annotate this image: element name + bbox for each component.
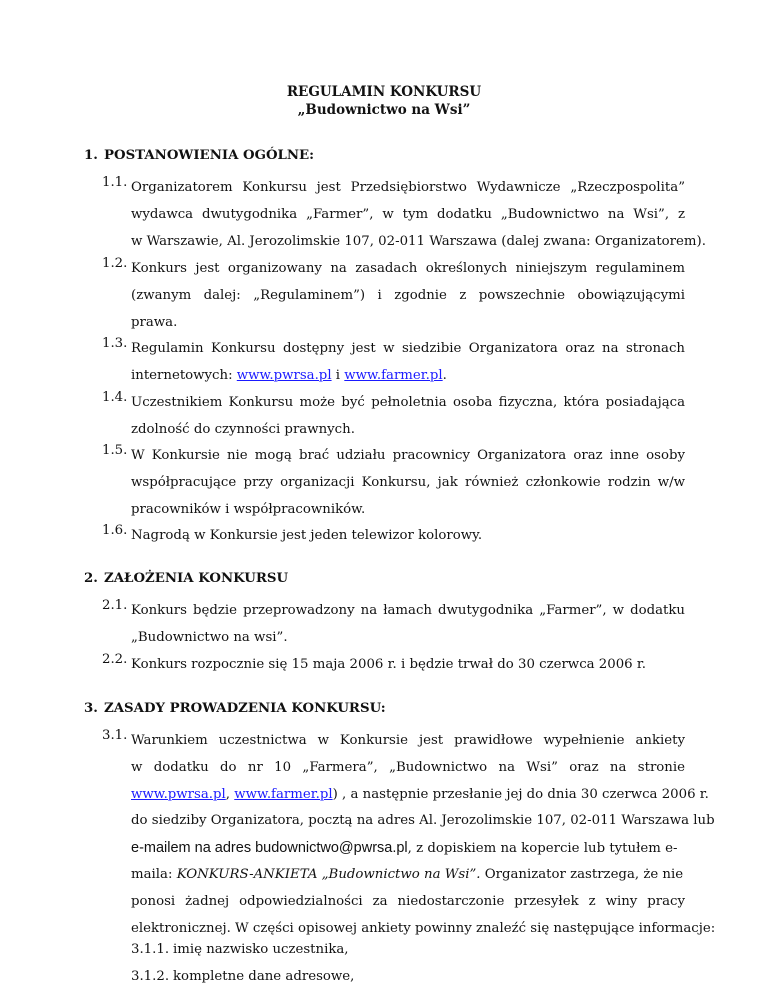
link-pwrsa[interactable]: www.pwrsa.pl: [236, 367, 332, 383]
item-number: 3.1.: [102, 728, 128, 743]
section-number: 2.: [84, 571, 98, 586]
item-number: 1.2.: [102, 256, 128, 271]
item-text: imię nazwisko uczestnika,: [173, 942, 349, 957]
link-pwrsa[interactable]: www.pwrsa.pl: [131, 786, 226, 802]
document-title: REGULAMIN KONKURSU: [286, 84, 482, 100]
section-title: ZASADY PROWADZENIA KONKURSU:: [104, 701, 386, 716]
section-title: ZAŁOŻENIA KONKURSU: [104, 571, 289, 586]
document-subtitle: „Budownictwo na Wsi”: [297, 102, 471, 118]
section-number: 1.: [84, 148, 98, 163]
item-number: 1.6.: [102, 523, 128, 538]
link-farmer[interactable]: www.farmer.pl: [344, 367, 443, 383]
item-number: 3.1.1.: [131, 942, 170, 957]
section-title: POSTANOWIENIA OGÓLNE:: [104, 148, 315, 163]
item-text: kompletne dane adresowe,: [173, 969, 355, 984]
item-number: 1.3.: [102, 336, 128, 351]
link-farmer[interactable]: www.farmer.pl: [234, 786, 333, 802]
section-number: 3.: [84, 701, 98, 716]
item-number: 1.5.: [102, 443, 128, 458]
item-number: 1.4.: [102, 390, 128, 405]
item-number: 1.1.: [102, 175, 128, 190]
item-number: 2.1.: [102, 598, 128, 613]
item-number: 2.2.: [102, 652, 128, 667]
document-page: REGULAMIN KONKURSU „Budownictwo na Wsi” 1. POSTANOWIENIA OGÓLNE: 1.1. Organizatorem Konkursu jest Przedsiębiorstwo Wydawnicze „Rzeczpospolita” wydawca dwutygodnika „Farmer”, w tym dodatku „Budownictwo na Wsi”, z w Warszawie, Al. Jerozolimskie 107, 02-011 Warszawa (dalej zwana: Organizatorem). 1.2. Konkurs jest organizowany na zasadach określonych niniejszym regulaminem (zwanym dalej: „Regulaminem”) i zgodnie z powszechnie obowiązującymi prawa. 1.3. Regulamin Konkursu dostępny jest w siedzibie Organizatora oraz na stronach internetowych: www.pwrsa.pl i www.farmer.pl. 1.4. Uczestnikiem Konkursu może być pełnoletnia osoba fizyczna, która posiadająca zdolność do czynności prawnych. 1.5. W Konkursie nie mogą brać udziału pracownicy Organizatora oraz inne osoby współpracujące przy organizacji Konkursu, jak również członkowie rodzin w/w pracowników i współpracowników. 1.6. Nagrodą w Konkursie jest jeden telewizor kolorowy. 2. ZAŁOŻENIA KONKURSU 2.1. Konkurs będzie przeprowadzony na łamach dwutygodnika „Farmer”, w dodatku „Budownictwo na wsi”. 2.2. Konkurs rozpocznie się 15 maja 2006 r. i będzie trwał do 30 czerwca 2006 r. 3. ZASADY PROWADZENIA KONKURSU: 3.1. Warunkiem uczestnictwa w Konkursie jest prawidłowe wypełnienie ankiety w dodatku do nr 10 „Farmera”, „Budownictwo na Wsi” oraz na stronie www.pwrsa.pl, www.farmer.pl) , a następnie przesłanie jej do dnia 30 czerwca 2006 r. do siedziby Organizatora, pocztą na adres Al. Jerozolimskie 107, 02-011 Warszawa lub e-mailem na adres budownictwo@pwrsa.pl, z dopiskiem na kopercie lub tytułem e- maila: KONKURS-ANKIETA „Budownictwo na Wsi”. Organizator zastrzega, że nie ponosi żadnej odpowiedzialności za niedostarczonie przesyłek z winy pracy elektronicznej. W części opisowej ankiety powinny znaleźć się następujące informacje: 3.1.1. imię nazwisko uczestnika, 3.1.2. kompletne dane adresowe,: [0, 0, 768, 994]
item-number: 3.1.2.: [131, 969, 170, 984]
